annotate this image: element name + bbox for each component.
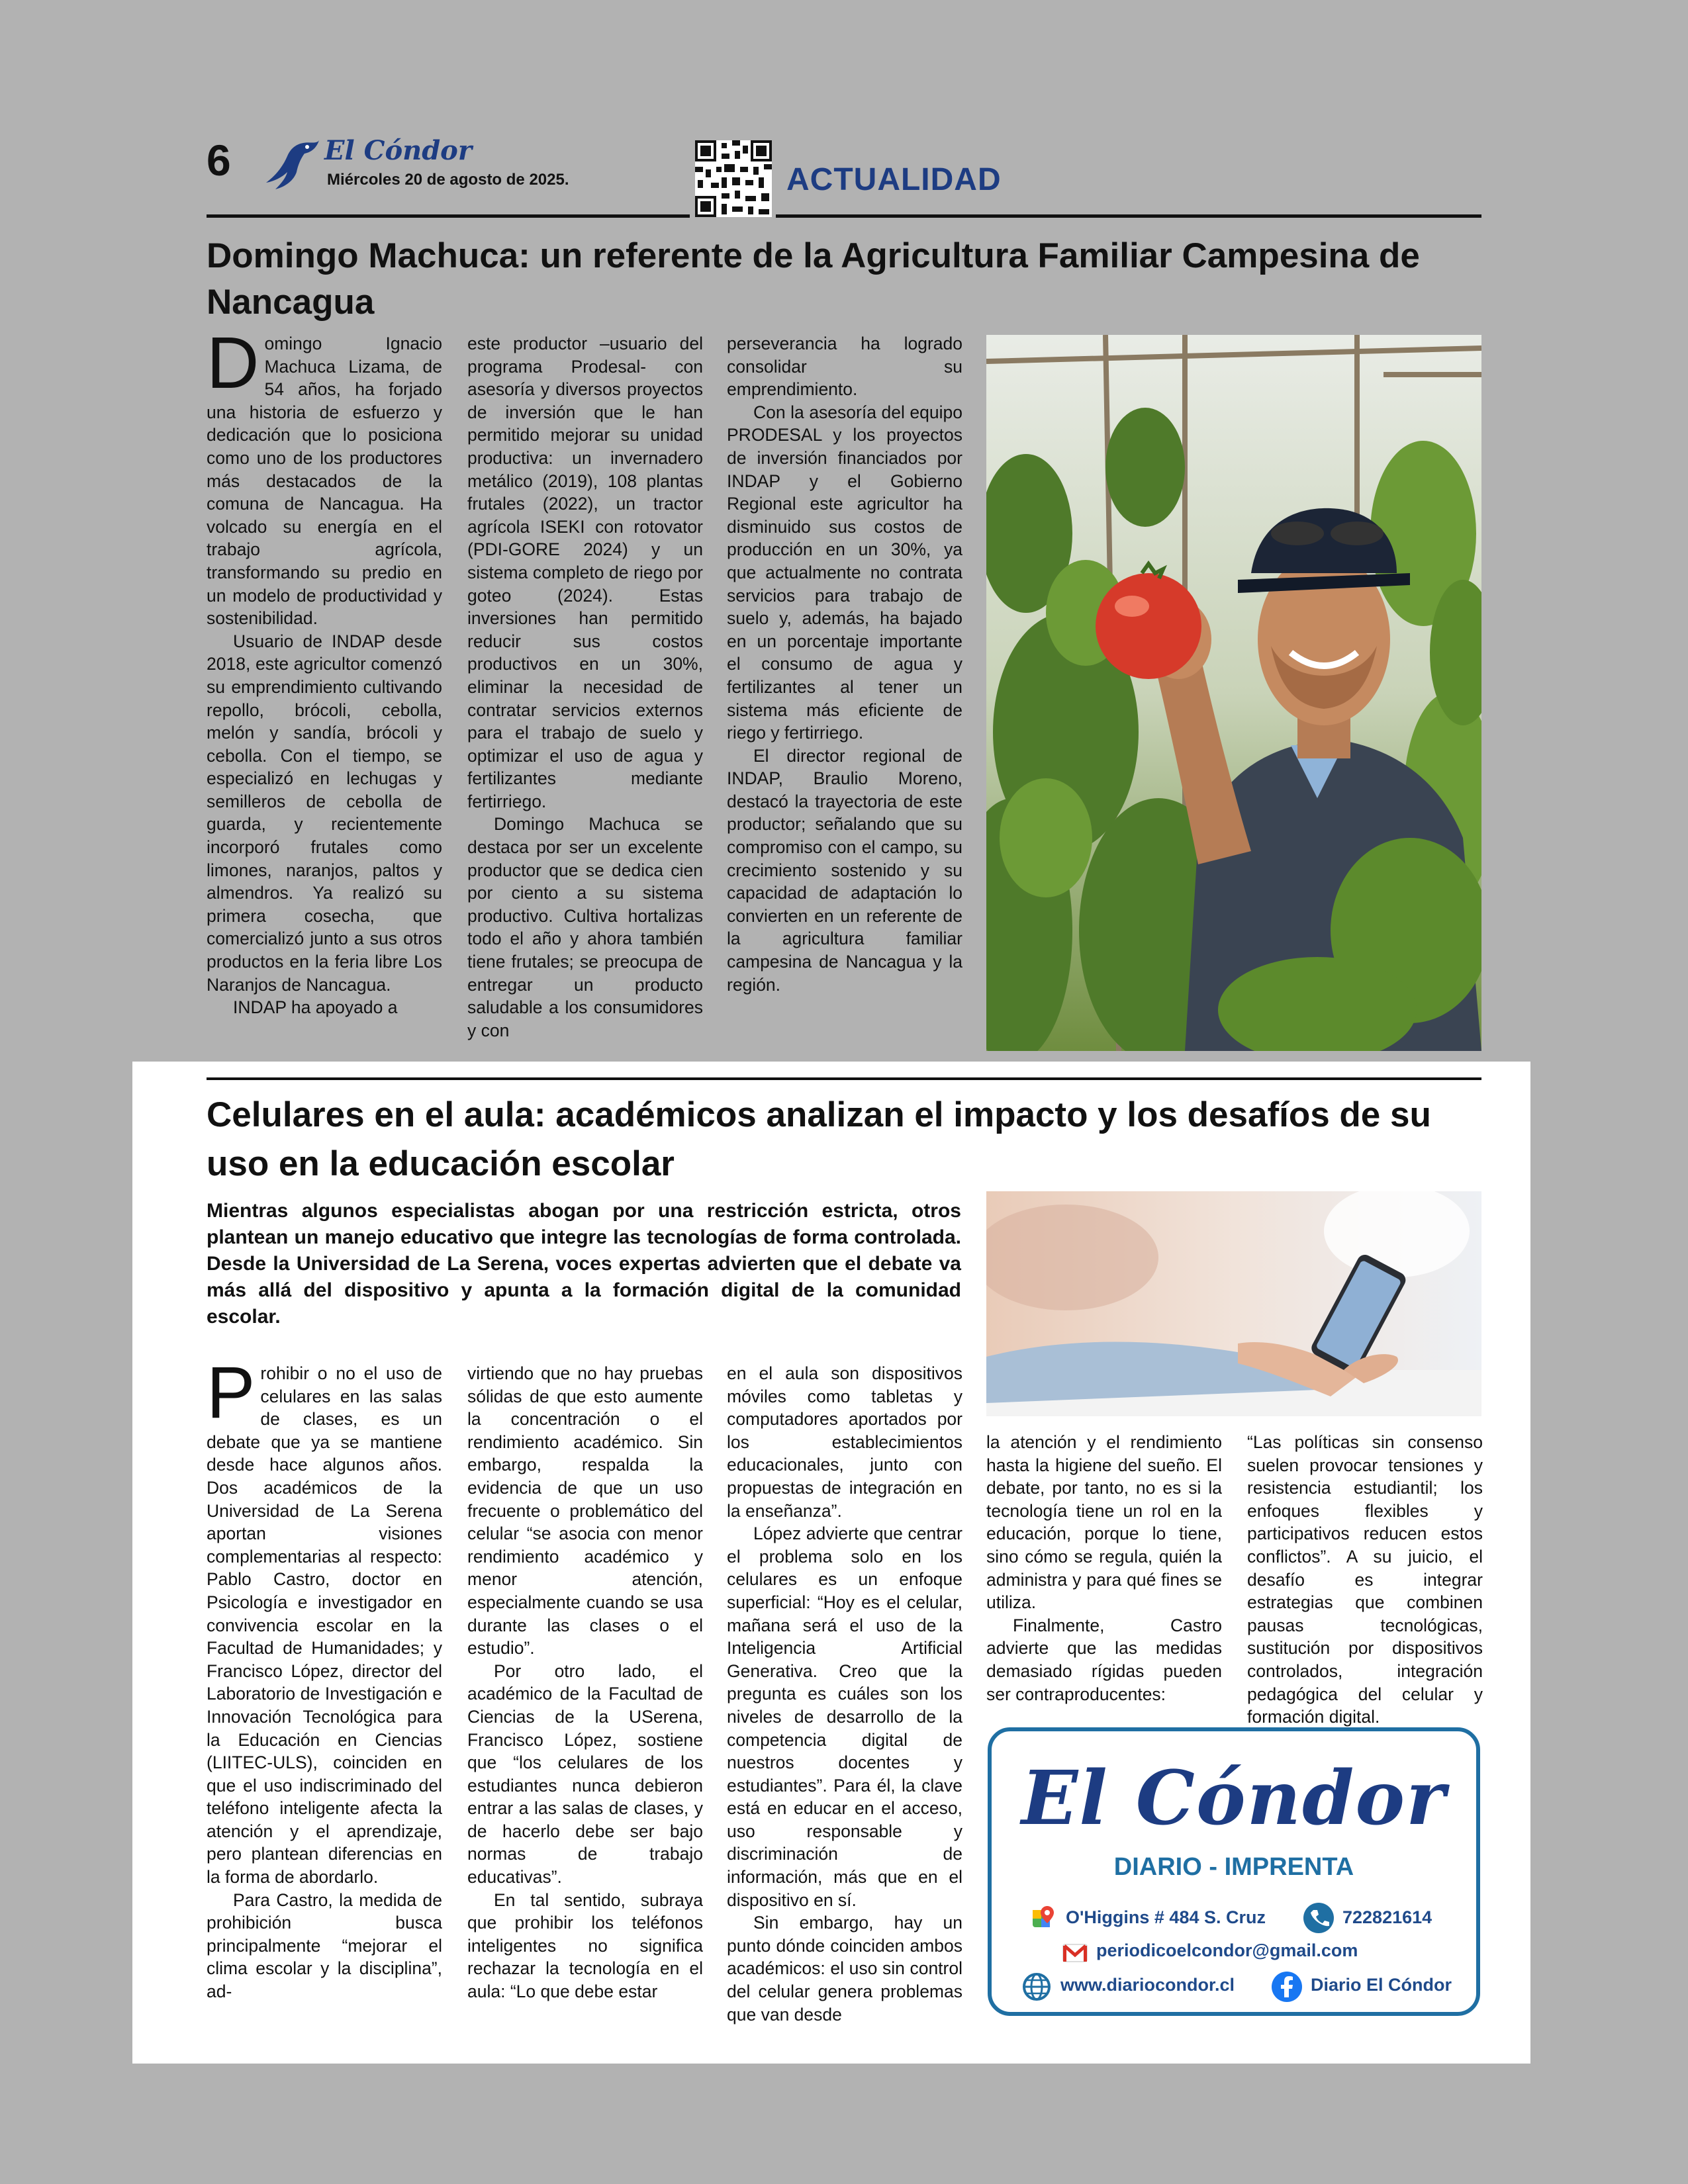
masthead-title: El Cóndor (324, 135, 472, 166)
article2-column-1 (207, 1352, 442, 2003)
ad-title: El Cóndor (1021, 1755, 1447, 1842)
ad-address: O'Higgins # 484 S. Cruz (1066, 1907, 1266, 1927)
paragraph: en el aula son dispositivos móviles como tabletas y computadores aportados por los establecimientos educacionales, junto con propuestas de integración en la enseñanza”. (727, 1363, 962, 1521)
paragraph: Sin embargo, hay un punto dónde coinciden ambos académicos: el uso sin control del celular genera problemas que van desde (727, 1913, 962, 2025)
paragraph: Para Castro, la medida de prohibición busca principalmente “mejorar el clima escolar y la disciplina”, ad- (207, 1889, 442, 2002)
phone-icon (1303, 1902, 1335, 1934)
paragraph: la atención y el rendimiento hasta la higiene del sueño. El debate, por tanto, no es si la tecnología tiene un rol en la educación, porque lo tiene, sino cómo se regula, quién la administra y para qué fines se utiliza. (986, 1432, 1222, 1613)
article1-headline: Domingo Machuca: un referente de la Agricultura Familiar Campesina de Nancagua (207, 236, 1420, 322)
section-label: ACTUALIDAD (786, 162, 1002, 197)
ad-email[interactable]: periodicoelcondor@gmail.com (1096, 1940, 1358, 1960)
paragraph: En tal sentido, subraya que prohibir los teléfonos inteligentes no significa rechazar la tecnología en el aula: “Lo que debe estar (467, 1889, 703, 2002)
header-rule-right (776, 214, 1481, 218)
ad-phone[interactable]: 722821614 (1342, 1907, 1432, 1927)
dropcap: P (207, 1352, 256, 1433)
article1-column-3 (727, 332, 962, 996)
paragraph: perseverancia ha logrado consolidar su emprendimiento. (727, 334, 962, 400)
paragraph: rohibir o no el uso de celulares en las salas de clases, es un debate que ya se mantiene desde hace algunos años. Dos académicos de la Universidad de La Serena aportan visiones complementarias al respecto: Pablo Castro, doctor en Psicología e investigador en convivencia escolar en la Facultad de Humanidades; y Francisco López, director del Laboratorio de Investigación e Innovación Tecnológica para la Educación en Ciencias (LIITEC-ULS), coinciden en que el uso indiscriminado del teléfono inteligente afecta la atención y el aprendizaje, pero plantean diferencias en la forma de abordarlo. (207, 1363, 442, 1888)
paragraph: este productor –usuario del programa Prodesal- con asesoría y diversos proyectos de inversión que le han permitido mejorar su unidad productiva: un invernadero metálico (2019), 108 plantas frutales (2022), un tractor agrícola ISEKI con rotovator (PDI-GORE 2024) y un sistema completo de riego por goteo (2024). Estas inversiones han permitido reducir sus costos productivos en un 30%, eliminar la necesidad de contratar servicios externos para el trabajo de suelo y optimizar el uso de agua y fertilizantes mediante fertirriego. (467, 334, 703, 811)
article2-column-5 (1247, 1431, 1483, 1729)
header-rule-left (207, 214, 690, 218)
article2-column-3 (727, 1362, 962, 2026)
farmer-tomato-photo (986, 335, 1481, 1051)
paragraph: Finalmente, Castro advierte que las medidas demasiado rígidas pueden ser contraproducentes: (986, 1615, 1222, 1704)
article2-lead: Mientras algunos especialistas abogan por una restricción estricta, otros plantean un manejo educativo que integre las tecnologías de forma controlada. Desde la Universidad de La Serena, voces expertas advierten que el debate va más allá del dispositivo y apunta a la formación digital de la comunidad escolar. (207, 1200, 961, 1328)
page-number: 6 (207, 136, 231, 185)
qr-code-icon[interactable] (695, 140, 772, 217)
paragraph: “Las políticas sin consenso suelen provocar tensiones y resistencia estudiantil; los enfoques flexibles y participativos reducen estos conflictos”. A su juicio, el desafío es integrar estrategias que combinen pausas tecnológicas, sustitución por dispositivos controlados, integración pedagógica del celular y formación digital. (1247, 1432, 1483, 1727)
email-icon (1062, 1942, 1088, 1963)
paragraph: Domingo Machuca se destaca por ser un excelente productor que se dedica cien por ciento a su sistema productivo. Cultiva hortalizas todo el año y ahora también tiene frutales; se preocupa de entregar un producto saludable a los consumidores y con (467, 814, 703, 1040)
paragraph: omingo Ignacio Machuca Lizama, de 54 años, ha forjado una historia de esfuerzo y dedicación que lo posiciona como uno de los productores más destacados de la comuna de Nancagua. Ha volcado su energía en el trabajo agrícola, transformando su predio en un modelo de productividad y sostenibilidad. (207, 334, 442, 629)
ad-website[interactable]: www.diariocondor.cl (1060, 1975, 1235, 1995)
paragraph: López advierte que centrar el problema solo en los celulares es un enfoque superficial: “Hoy es el celular, mañana será el uso de la Inteligencia Artificial Generativa. Creo que la pregunta es cuáles son los niveles de desarrollo de la competencia digital de nuestros docentes y estudiantes”. Para él, la clave está en educar en el acceso, uso responsable y discriminación de información, más que en el dispositivo en sí. (727, 1524, 962, 1910)
article1-column-2 (467, 332, 703, 1042)
paragraph: Usuario de INDAP desde 2018, este agricultor comenzó su emprendimiento cultivando repollo, brócoli, cebolla, melón y sandía, brócoli y cebolla. Con el tiempo, se especializó en lechugas y semilleros de cebolla de guarda, y recientemente incorporó frutales como limones, naranjos, paltos y almendros. Ya realizó su primera cosecha, que comercializó junto a sus otros productos en la feria libre Los Naranjos de Nancagua. (207, 631, 442, 995)
paragraph: Por otro lado, el académico de la Facultad de Ciencias de la USerena, Francisco López, sostiene que “los celulares de los estudiantes nunca debieron entrar a las salas de clases, y de hacerlo debe ser bajo normas de trabajo educativas”. (467, 1661, 703, 1888)
el-condor-ad (988, 1727, 1480, 2016)
article2-headline: Celulares en el aula: académicos analizan el impacto y los desafíos de su uso en la educación escolar (207, 1095, 1431, 1183)
map-pin-icon (1030, 1905, 1056, 1931)
article2-column-4 (986, 1431, 1222, 1706)
globe-icon (1022, 1972, 1051, 2001)
paragraph: virtiendo que no hay pruebas sólidas de que esto aumente la concentración o el rendimiento académico. Sin embargo, respalda la evidencia de que un uso frecuente o problemático del celular “se asocia con menor rendimiento académico y menor atención, especialmente cuando se usa durante las clases o el estudio”. (467, 1363, 703, 1659)
paragraph: Con la asesoría del equipo PRODESAL y los proyectos de inversión financiados por INDAP y el Gobierno Regional este agricultor ha disminuido sus costos de producción en un 30%, ya que actualmente no contrata servicios para trabajo de suelo y, además, ha bajado en un porcentaje importante el consumo de agua y fertilizantes al tener un sistema más eficiente de riego y fertirriego. (727, 402, 962, 743)
ad-subtitle: DIARIO - IMPRENTA (1113, 1853, 1354, 1881)
paragraph: INDAP ha apoyado a (233, 997, 398, 1018)
student-phone-photo (986, 1191, 1481, 1416)
condor-logo-icon (263, 136, 320, 193)
article2-column-2 (467, 1362, 703, 2003)
dropcap: D (207, 322, 259, 404)
article-separator-rule (207, 1077, 1481, 1080)
paragraph: El director regional de INDAP, Braulio Moreno, destacó la trayectoria de este productor; señalando que su compromiso con el campo, su crecimiento sostenido y su capacidad de adaptación lo convierten en un referente de la agricultura familiar campesina de Nancagua y la región. (727, 745, 962, 995)
ad-facebook[interactable]: Diario El Cóndor (1311, 1975, 1452, 1995)
article1-column-1 (207, 322, 442, 1019)
facebook-icon (1271, 1971, 1303, 2003)
issue-date: Miércoles 20 de agosto de 2025. (327, 171, 569, 189)
